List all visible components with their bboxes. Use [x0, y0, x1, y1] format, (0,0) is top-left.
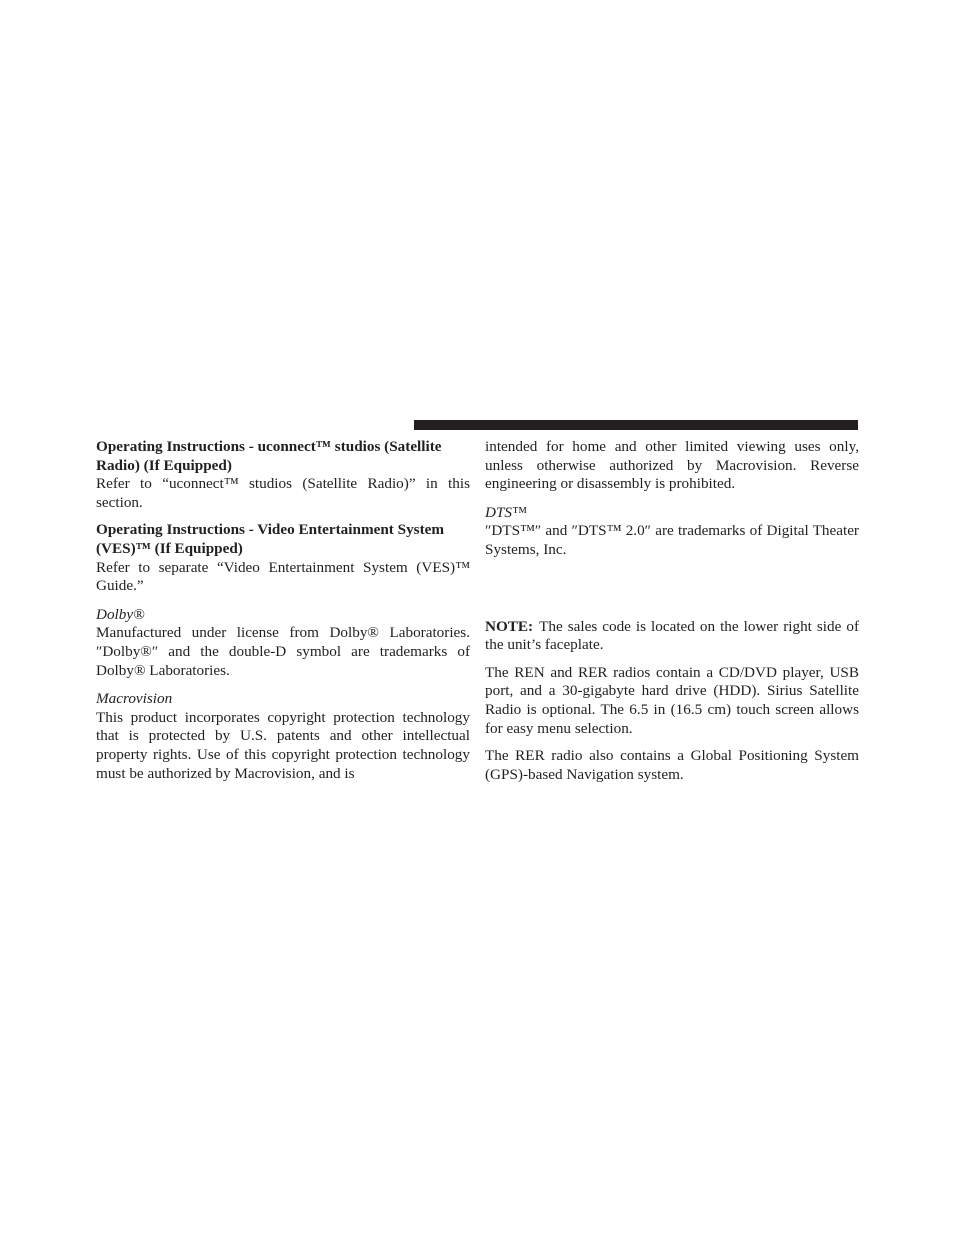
radio-features-paragraph: The REN and RER radios contain a CD/DVD player, USB port, and a 30-gigabyte hard drive (HDD). Sirius Satellite Radio is optional. The 6.5 in (16.5 cm) touch screen allows for easy menu selection.: [485, 663, 859, 737]
note-body: The sales code is located on the lower right side of the unit’s faceplate.: [485, 617, 859, 654]
uconnect-studios-heading: Operating Instructions - uconnect™ studios (Satellite Radio) (If Equipped): [96, 438, 442, 474]
dts-heading: DTS™: [485, 503, 527, 521]
left-column: [96, 438, 470, 783]
note-label: NOTE:: [485, 617, 534, 635]
note-paragraph: [485, 618, 859, 655]
macrovision-body-continued: intended for home and other limited viewing uses only, unless otherwise authorized by Macrovision. Reverse engineering or disassembly is prohibited.: [485, 438, 859, 493]
macrovision-body: This product incorporates copyright protection technology that is protected by U.S. patents and other intellectual property rights. Use of this copyright protection technology must be authorized by Macrovision, and is: [96, 708, 470, 782]
ves-heading: Operating Instructions - Video Entertainment System (VES)™ (If Equipped): [96, 521, 445, 557]
right-column: [485, 438, 859, 784]
section-header-bar: [414, 420, 858, 430]
macrovision-heading: Macrovision: [96, 690, 173, 708]
rer-navigation-paragraph: The RER radio also contains a Global Positioning System (GPS)-based Navigation system.: [485, 747, 859, 783]
uconnect-studios-body: Refer to “uconnect™ studios (Satellite Radio)” in this section.: [96, 475, 470, 511]
dolby-heading: Dolby®: [96, 605, 145, 623]
dolby-body: Manufactured under license from Dolby® Laboratories. ″Dolby®″ and the double-D symbol are trademarks of Dolby® Laboratories.: [96, 624, 470, 679]
dts-body: ″DTS™″ and ″DTS™ 2.0″ are trademarks of Digital Theater Systems, Inc.: [485, 522, 859, 558]
ves-body: Refer to separate “Video Entertainment System (VES)™ Guide.”: [96, 558, 470, 595]
